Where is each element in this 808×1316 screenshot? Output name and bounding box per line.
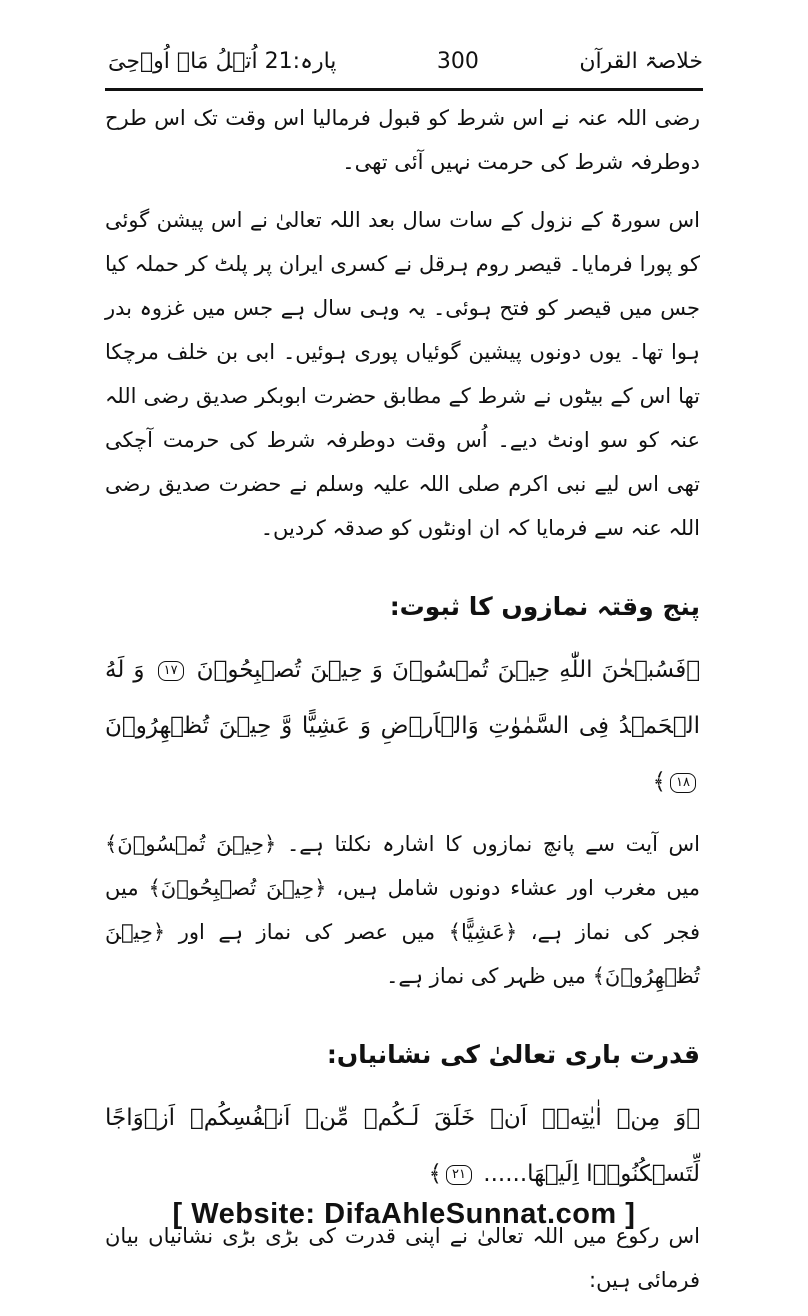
verse-open-bracket: ﴿ bbox=[686, 1105, 700, 1131]
para-label: پارہ:21 اُتۡلُ مَاۤ اُوۡحِیَ bbox=[108, 48, 337, 74]
book-title: خلاصۃ القرآن bbox=[579, 48, 703, 74]
verse-close-bracket: ﴾ bbox=[428, 1161, 442, 1187]
ayah-number-marker: ١٧ bbox=[158, 661, 184, 681]
paragraph-1: رضی اللہ عنہ نے اس شرط کو قبول فرمالیا اس وقت تک اس طرح دوطرفہ شرط کی حرمت نہیں آئی تھی۔ bbox=[105, 106, 700, 174]
paragraph-signs-explanation: اس رکوع میں اللہ تعالیٰ نے اپنی قدرت کی بڑی بڑی نشانیاں بیان فرمائی ہیں: bbox=[105, 1224, 700, 1292]
website-footer: [ Website: DifaAhleSunnat.com ] bbox=[172, 1198, 636, 1230]
verse-open-bracket: ﴿ bbox=[686, 657, 701, 683]
section-heading-signs: قدرت باری تعالیٰ کی نشانیاں: bbox=[326, 1040, 700, 1069]
page-content bbox=[105, 96, 700, 1316]
paragraph-2: اس سورۃ کے نزول کے سات سال بعد اللہ تعالیٰ نے اس پیشن گوئی کو پورا فرمایا۔ قیصر روم ہرقل نے کسری ایران پر پلٹ کر حملہ کیا جس میں قیصر کو فتح ہوئی۔ یہ وہی سال ہے جس میں غزوہ بدر ہوا تھا۔ یوں دونوں پیشین گوئیاں پوری ہوئیں۔ ابی بن خلف مرچکا تھا اس کے بیٹوں نے شرط کے مطابق حضرت ابوبکر صدیق رضی اللہ عنہ کو سو اونٹ دیے۔ اُس وقت دوطرفہ شرط کی حرمت آچکی تھی اس لیے نبی اکرم صلی اللہ علیہ وسلم نے حضرت صدیق رضی اللہ عنہ سے فرمایا کہ ان اونٹوں کو صدقہ کردیں۔ bbox=[105, 208, 700, 540]
page-header bbox=[108, 40, 703, 82]
verse-close-bracket: ﴾ bbox=[652, 769, 667, 795]
ayah-number-marker: ١٨ bbox=[670, 773, 696, 793]
quran-verse-prayers bbox=[105, 642, 700, 810]
quran-verse-signs bbox=[105, 1090, 700, 1202]
paragraph-prayers-explanation: اس آیت سے پانچ نمازوں کا اشارہ نکلتا ہے۔ ﴿حِيۡنَ تُمۡسُوۡنَ﴾ میں مغرب اور عشاء دونوں شامل ہیں، ﴿حِيۡنَ تُصۡبِحُوۡنَ﴾ میں فجر کی نماز ہے، ﴿عَشِيًّا﴾ میں عصر کی نماز ہے اور ﴿حِيۡنَ تُظۡهِرُوۡنَ﴾ میں ظہر کی نماز ہے۔ bbox=[105, 832, 700, 988]
ayah-number-marker: ٢١ bbox=[446, 1165, 472, 1185]
verse-text: وَ مِنۡ اٰيٰتِهٖۤ اَنۡ خَلَقَ لَـكُمۡ مِّنۡ اَنۡفُسِكُمۡ اَزۡوَاجًا لِّتَسۡكُنُوۡۤا اِلَيۡهَا...... bbox=[105, 1105, 700, 1187]
verse-text-2: وَ لَهُ الۡحَمۡدُ فِى السَّمٰوٰتِ وَالۡاَرۡضِ وَ عَشِيًّا وَّ حِيۡنَ تُظۡهِرُوۡنَ bbox=[105, 657, 700, 739]
verse-text: فَسُبۡحٰنَ اللّٰهِ حِيۡنَ تُمۡسُوۡنَ وَ حِيۡنَ تُصۡبِحُوۡنَ bbox=[196, 657, 687, 683]
header-divider bbox=[105, 88, 703, 91]
section-heading-prayers: پنج وقتہ نمازوں کا ثبوت: bbox=[389, 592, 700, 621]
page-number: 300 bbox=[436, 48, 479, 74]
